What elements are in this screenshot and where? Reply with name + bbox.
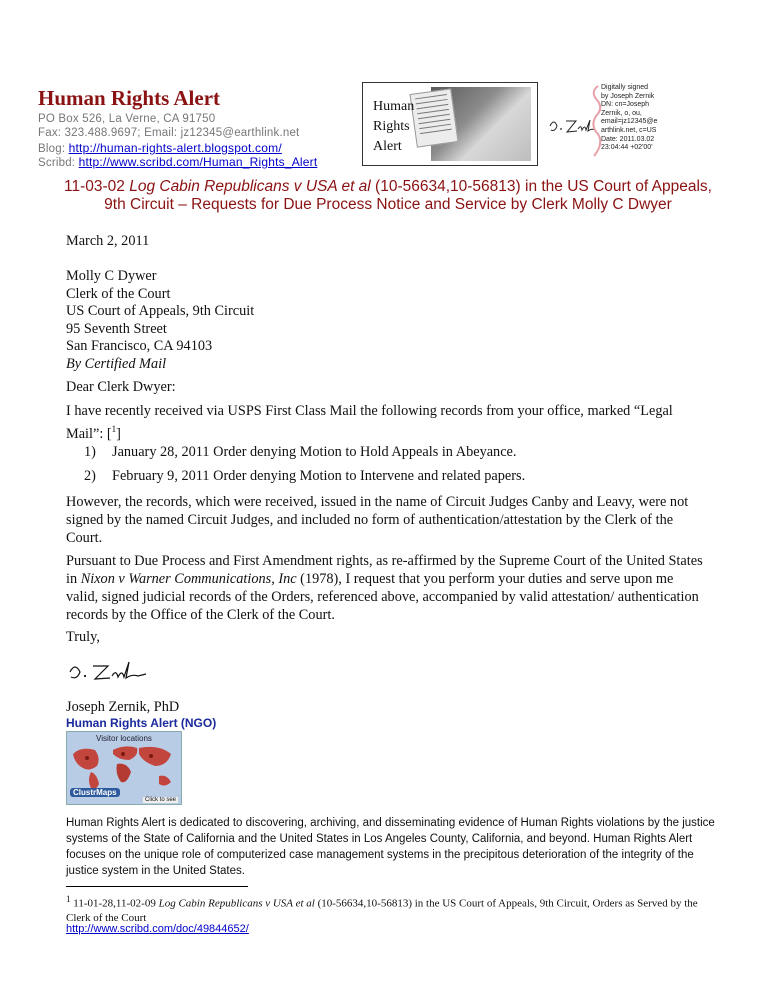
signer-name: Joseph Zernik, PhD (66, 699, 180, 715)
footnote (66, 892, 716, 925)
logo-line-1: Human (373, 99, 415, 114)
scribd-link[interactable]: http://www.scribd.com/Human_Rights_Alert (78, 155, 318, 169)
org-contact: Fax: 323.488.9697; Email: jz12345@earthlink.net (38, 127, 300, 139)
paragraph-1-text: I have recently received via USPS First Class Mail the following records from your office, marked “Legal Mail”: [ (66, 403, 673, 442)
document-title (38, 178, 738, 214)
recipient-line: San Francisco, CA 94103 (66, 338, 213, 355)
recipient-line: US Court of Appeals, 9th Circuit (66, 303, 255, 320)
scribd-line (38, 155, 317, 169)
footnote-divider (66, 886, 248, 887)
org-logo (362, 82, 538, 166)
blog-label: Blog: (38, 143, 66, 155)
blog-link[interactable]: http://human-rights-alert.blogspot.com/ (68, 141, 282, 155)
signature-details: Digitally signed by Joseph Zernik DN: cn=Joseph Zernik, o, ou, email=jz12345@e arthlink.net, c=US Date: 2011.03.02 23:04:44 +02'00' (601, 84, 658, 152)
paragraph-1-end: ] (116, 425, 121, 442)
digital-signature-stamp (540, 82, 700, 164)
paragraph-1 (66, 402, 696, 443)
delivery-method: By Certified Mail (66, 355, 167, 372)
scribd-label: Scribd: (38, 157, 76, 169)
org-address: PO Box 526, La Verne, CA 91750 (38, 113, 216, 125)
title-line-1 (38, 178, 738, 196)
footnote-prefix: 11-01-28,11-02-09 (70, 897, 159, 910)
title-prefix: 11-03-02 (64, 178, 130, 195)
closing: Truly, (66, 629, 100, 645)
logo-text (373, 97, 414, 157)
click-to-see-button[interactable]: Click to see (144, 797, 176, 803)
list-text: January 28, 2011 Order denying Motion to Hold Appeals in Abeyance. (112, 444, 517, 460)
title-rest: (10-56634,10-56813) in the US Court of Appeals, (370, 178, 712, 195)
org-title: Human Rights Alert (38, 86, 221, 110)
org-description: Human Rights Alert is dedicated to discovering, archiving, and disseminating evidence of Human Rights violations by the justice systems of the State of California and the United States in Los Angeles County, California, and beyond. Human Rights Alert focuses on the unique role of computerized case management systems in the precipitous deterioration of the integrity of the justice system in the United States. (66, 817, 715, 877)
logo-line-3: Alert (373, 139, 402, 154)
footnote-ref[interactable]: 1 (111, 424, 117, 434)
blog-line (38, 141, 282, 155)
recipient-address (66, 268, 254, 374)
paragraph-3-text-b: (1978), I request that you perform your duties and serve upon me valid, signed judicial records of the Orders, referenced above, accompanied by valid attestation/ authentication records by the Office of the Clerk of the Court. (66, 571, 699, 623)
logo-document-graphic (409, 88, 458, 147)
list-number: 2) (84, 468, 96, 484)
paragraph-3-case-name: Nixon v Warner Communications, Inc (80, 571, 297, 587)
list-item (84, 443, 516, 461)
recipient-line: 95 Seventh Street (66, 320, 167, 337)
salutation: Dear Clerk Dwyer: (66, 379, 176, 395)
letter-date: March 2, 2011 (66, 233, 150, 249)
ngo-label[interactable]: Human Rights Alert (NGO) (66, 716, 217, 730)
list-item (84, 467, 525, 485)
footnote-rest: (10-56634,10-56813) in the US Court of Appeals, 9th Circuit, Orders as Served by the Clerk of the Court (66, 897, 698, 924)
clustrmaps-brand: ClustrMaps (70, 788, 120, 797)
title-line-2: 9th Circuit – Requests for Due Process Notice and Service by Clerk Molly C Dwyer (104, 196, 672, 213)
list-text: February 9, 2011 Order denying Motion to Intervene and related papers. (112, 468, 526, 484)
paragraph-3-text-a: Pursuant to Due Process and First Amendment rights, as re-affirmed by the Supreme Court of the United States in (66, 553, 703, 587)
recipient-line: Molly C Dywer (66, 268, 157, 284)
handwritten-signature-icon (66, 656, 156, 686)
paragraph-3 (66, 552, 706, 624)
footnote-marker: 1 (66, 894, 71, 904)
paragraph-2: However, the records, which were received, issued in the name of Circuit Judges Canby and Leavy, were not signed by the named Circuit Judges, and included no form of authentication/attestation by the Clerk of the Court. (66, 494, 689, 546)
visitor-map-widget[interactable] (66, 731, 182, 805)
footnote-link[interactable]: http://www.scribd.com/doc/49844652/ (66, 923, 249, 935)
recipient-line: Clerk of the Court (66, 285, 171, 302)
logo-line-2: Rights (373, 119, 410, 134)
title-case-name: Log Cabin Republicans v USA et al (129, 178, 371, 195)
list-number: 1) (84, 444, 96, 460)
footnote-case-name: Log Cabin Republicans v USA et al (158, 897, 315, 910)
map-label: Visitor locations (96, 734, 152, 743)
